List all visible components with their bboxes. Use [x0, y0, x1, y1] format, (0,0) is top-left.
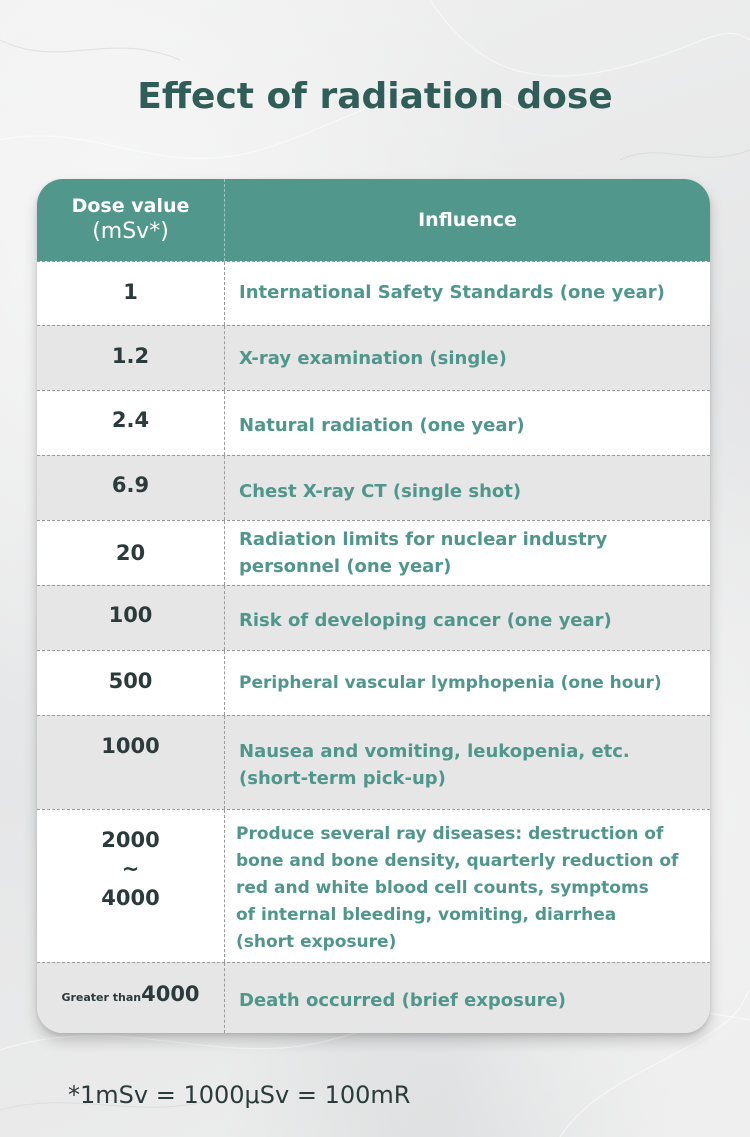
table-row [37, 325, 710, 390]
table-row [37, 650, 710, 715]
table-row [37, 390, 710, 455]
influence-line: (short-term pick-up) [239, 768, 446, 789]
header-dose-value [37, 179, 225, 261]
influence-cell: Death occurred (brief exposure) [239, 990, 566, 1011]
table-row [37, 715, 710, 809]
header-influence: Influence [418, 209, 517, 231]
influence-line: of internal bleeding, vomiting, diarrhea [236, 905, 617, 925]
influence-cell: Natural radiation (one year) [239, 415, 525, 436]
table-row [37, 455, 710, 520]
dose-value: 4000 [141, 982, 200, 1006]
dose-cell [37, 810, 225, 962]
header-dose-unit: (mSv*) [92, 219, 169, 244]
dose-cell: 1.2 [37, 326, 225, 390]
influence-cell: Chest X-ray CT (single shot) [239, 481, 522, 502]
dose-cell: 20 [37, 521, 225, 585]
influence-cell: Peripheral vascular lymphopenia (one hour) [239, 673, 662, 693]
influence-line: personnel (one year) [239, 556, 452, 577]
influence-cell: International Safety Standards (one year) [239, 282, 665, 303]
dose-cell: 1 [37, 262, 225, 325]
page-title: Effect of radiation dose [137, 76, 613, 117]
table-header [37, 179, 710, 261]
dose-cell: 100 [37, 586, 225, 650]
influence-cell: X-ray examination (single) [239, 348, 507, 369]
table-row [37, 585, 710, 650]
influence-line: Nausea and vomiting, leukopenia, etc. [239, 741, 630, 762]
influence-cell [239, 716, 701, 809]
dose-cell: 6.9 [37, 456, 225, 520]
influence-cell [236, 810, 704, 962]
dose-cell: 500 [37, 651, 225, 715]
dose-line: ~ [121, 857, 140, 881]
table-row [37, 962, 710, 1033]
dose-cell [37, 963, 225, 1033]
influence-cell: Risk of developing cancer (one year) [239, 610, 612, 631]
dose-line: 4000 [101, 886, 160, 910]
dose-prefix: Greater than [61, 991, 142, 1004]
influence-line: red and white blood cell counts, symptoms [236, 878, 649, 898]
influence-cell [239, 521, 701, 585]
dose-line: 2000 [101, 828, 160, 852]
influence-line: bone and bone density, quarterly reduction of [236, 851, 679, 871]
dose-cell: 2.4 [37, 391, 225, 455]
footnote: *1mSv = 1000μSv = 100mR [68, 1081, 411, 1109]
table-row [37, 261, 710, 325]
influence-line: Radiation limits for nuclear industry [239, 529, 608, 550]
table-row [37, 809, 710, 962]
table-row [37, 520, 710, 585]
dose-table [37, 179, 710, 1033]
header-dose-label: Dose value [71, 195, 190, 217]
dose-cell: 1000 [37, 716, 225, 809]
influence-line: Produce several ray diseases: destruction of [236, 824, 664, 844]
influence-line: (short exposure) [236, 932, 397, 952]
